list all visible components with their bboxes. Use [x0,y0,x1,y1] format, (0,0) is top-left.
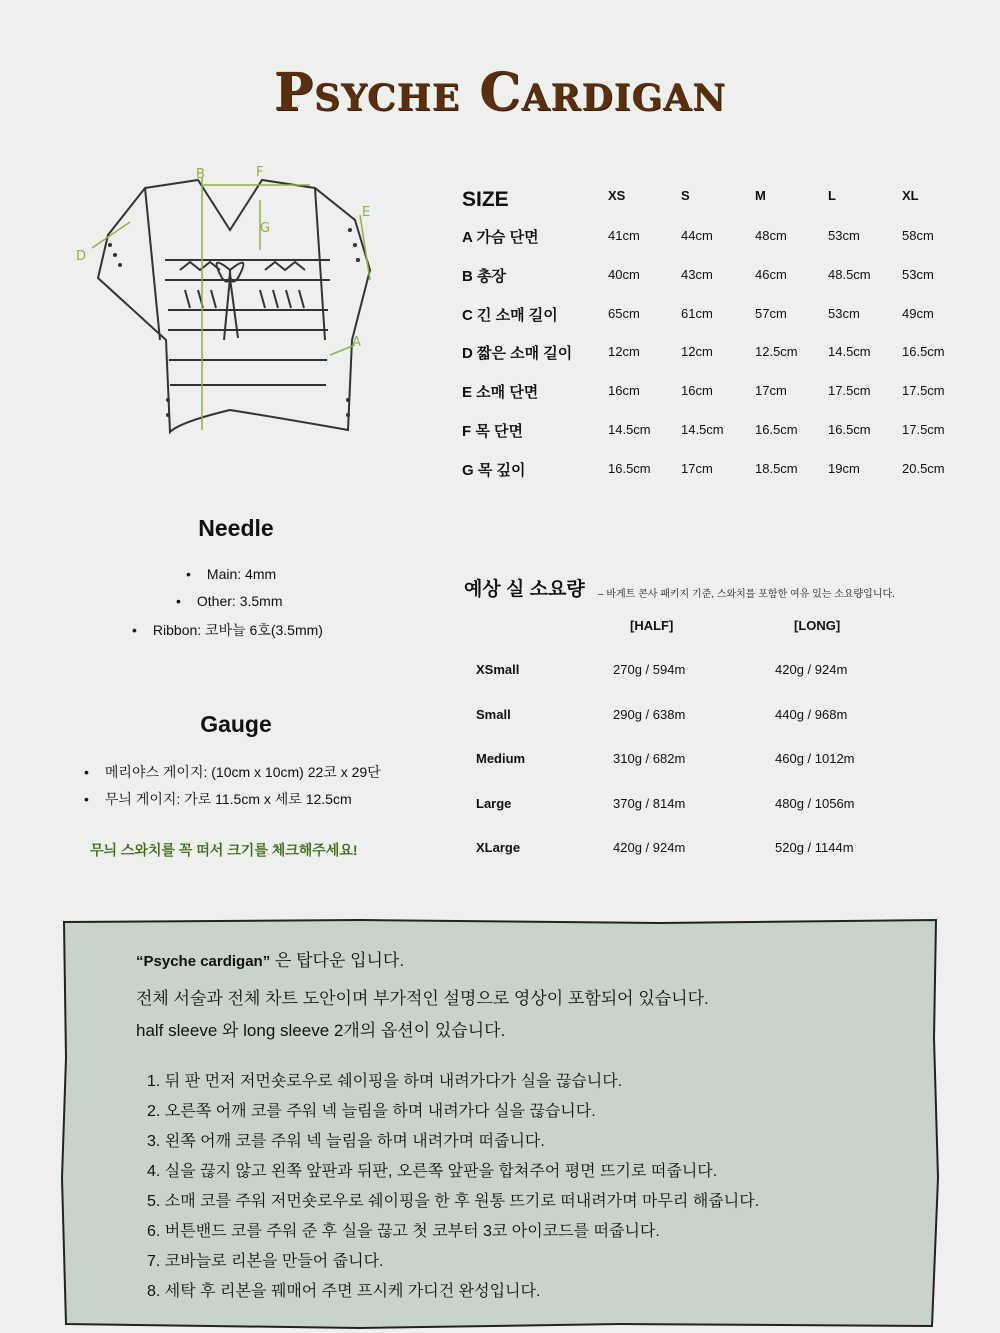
yarn-cell-size: Medium [476,751,526,766]
size-cell: 44cm [681,228,713,243]
instruction-step: 5. 소매 코를 주워 저먼숏로우로 쉐이핑을 한 후 원통 뜨기로 떠내려가며 마무리 해줍니다. [147,1193,760,1210]
size-col: L [828,188,836,203]
yarn-cell-size: XSmall [476,662,520,677]
size-row-label: F 목 단면 [462,423,523,440]
size-cell: 19cm [828,460,860,476]
size-row-label: C 긴 소매 길이 [462,306,558,324]
size-cell: 18.5cm [755,460,798,476]
needle-title: Needle [198,515,274,541]
size-cell: 58cm [902,228,934,243]
yarn-cell-long: 440g / 968m [775,706,848,722]
size-cell: 57cm [755,305,787,321]
size-cell: 43cm [681,266,713,282]
size-cell: 61cm [681,305,713,321]
needle-item: • Ribbon: 코바늘 6호(3.5mm) [132,622,323,638]
size-cell: 17cm [681,460,713,476]
instruction-step: 3. 왼쪽 어깨 코를 주워 넥 늘림을 하며 내려가며 떠줍니다. [147,1133,545,1150]
instruction-step: 7. 코바늘로 리본을 만들어 줍니다. [147,1253,384,1270]
size-cell: 12.5cm [755,344,798,360]
size-row [462,342,982,366]
yarn-title: 예상 실 소요량 [464,579,585,600]
size-row-label: B 총장 [462,267,506,285]
size-cell: 48.5cm [828,266,871,282]
size-cell: 17.5cm [902,383,945,399]
size-cell: 14.5cm [608,422,651,437]
yarn-cell-size: Large [476,795,512,811]
description-line-2: 전체 서술과 전체 차트 도안이며 부가적인 설명으로 영상이 포함되어 있습니다. [136,989,709,1008]
size-row-label: D 짧은 소매 길이 [462,345,573,363]
size-col: M [755,188,766,203]
page-title: Psyche Cardigan [273,62,727,123]
yarn-cell-half: 290g / 638m [613,706,686,722]
gauge-item: • 무늬 게이지: 가로 11.5cm x 세로 12.5cm [84,791,352,807]
size-cell: 20.5cm [902,460,945,476]
size-col: S [681,188,690,203]
size-cell: 46cm [755,266,787,282]
gauge-item: • 메리야스 게이지: (10cm x 10cm) 22코 x 29단 [84,764,381,780]
yarn-cell-long: 480g / 1056m [775,795,855,811]
size-cell: 16.5cm [608,460,651,476]
instruction-step: 1. 뒤 판 먼저 저먼숏로우로 쉐이핑을 하며 내려가다가 실을 끊습니다. [147,1073,623,1090]
description-line-1: “Psyche cardigan” 은 탑다운 입니다. [136,951,405,970]
size-cell: 16cm [608,383,640,399]
yarn-note: – 바게트 콘사 패키지 기준, 스와치를 포함한 여유 있는 소요량입니다. [598,589,895,600]
swatch-warning: 무늬 스와치를 꼭 떠서 크기를 체크해주세요! [90,842,358,858]
size-cell: 48cm [755,228,787,243]
size-row [462,420,982,444]
size-row-label: G 목 깊이 [462,461,526,479]
size-cell: 14.5cm [681,422,724,437]
size-row [462,265,982,289]
size-row [462,304,982,328]
instruction-step: 4. 실을 끊지 않고 왼쪽 앞판과 뒤판, 오른쪽 앞판을 합쳐주어 평면 뜨기로 떠줍니다. [147,1163,718,1180]
size-row [462,226,982,250]
size-cell: 17cm [755,383,787,399]
size-cell: 53cm [828,228,860,243]
instruction-step: 8. 세탁 후 리본을 꿰매어 주면 프시케 가디건 완성입니다. [147,1283,541,1300]
size-cell: 17.5cm [828,383,871,399]
size-cell: 16.5cm [902,344,945,360]
size-cell: 41cm [608,228,640,243]
yarn-cell-size: Small [476,706,511,722]
size-cell: 49cm [902,305,934,321]
size-cell: 12cm [681,344,713,360]
instruction-step: 6. 버튼밴드 코를 주워 준 후 실을 끊고 첫 코부터 3코 아이코드를 떠줍니다. [147,1223,660,1240]
instruction-step: 2. 오른쪽 어깨 코를 주워 넥 늘림을 하며 내려가다 실을 끊습니다. [147,1103,596,1120]
yarn-col-half: [HALF] [630,618,674,633]
size-cell: 40cm [608,266,640,282]
size-row-label: E 소매 단면 [462,384,539,402]
yarn-cell-long: 460g / 1012m [775,751,855,766]
yarn-cell-half: 310g / 682m [613,751,686,766]
size-table-header [462,188,982,212]
size-cell: 14.5cm [828,344,871,360]
yarn-cell-half: 270g / 594m [613,662,686,677]
needle-item: • Main: 4mm [186,566,277,582]
size-cell: 16.5cm [755,422,798,437]
yarn-cell-half: 420g / 924m [613,840,686,855]
yarn-cell-half: 370g / 814m [613,795,686,811]
size-row-label: A 가슴 단면 [462,229,539,246]
size-cell: 53cm [828,305,860,321]
sketch-label-e: E [362,205,371,220]
size-col: XL [902,188,919,203]
sketch-label-d: D [76,249,87,264]
description-line-3: half sleeve 와 long sleeve 2개의 옵션이 있습니다. [136,1021,506,1040]
size-cell: 16.5cm [828,422,871,437]
yarn-cell-long: 520g / 1144m [775,840,854,855]
size-row [462,459,982,483]
cardigan-sketch [70,160,390,450]
sketch-label-g: G [260,221,271,236]
sketch-label-f: F [256,165,264,180]
yarn-cell-size: XLarge [476,840,521,855]
size-col: XS [608,188,626,203]
needle-item: • Other: 3.5mm [176,593,283,609]
yarn-col-long: [LONG] [794,618,841,633]
size-cell: 12cm [608,344,640,360]
size-cell: 16cm [681,383,713,399]
size-cell: 17.5cm [902,422,945,437]
size-header-label: SIZE [462,188,509,211]
sketch-label-a: A [352,335,361,350]
size-row [462,381,982,405]
size-cell: 65cm [608,305,640,321]
size-cell: 53cm [902,266,934,282]
gauge-title: Gauge [200,711,272,737]
yarn-cell-long: 420g / 924m [775,662,848,677]
sketch-label-b: B [196,167,205,182]
